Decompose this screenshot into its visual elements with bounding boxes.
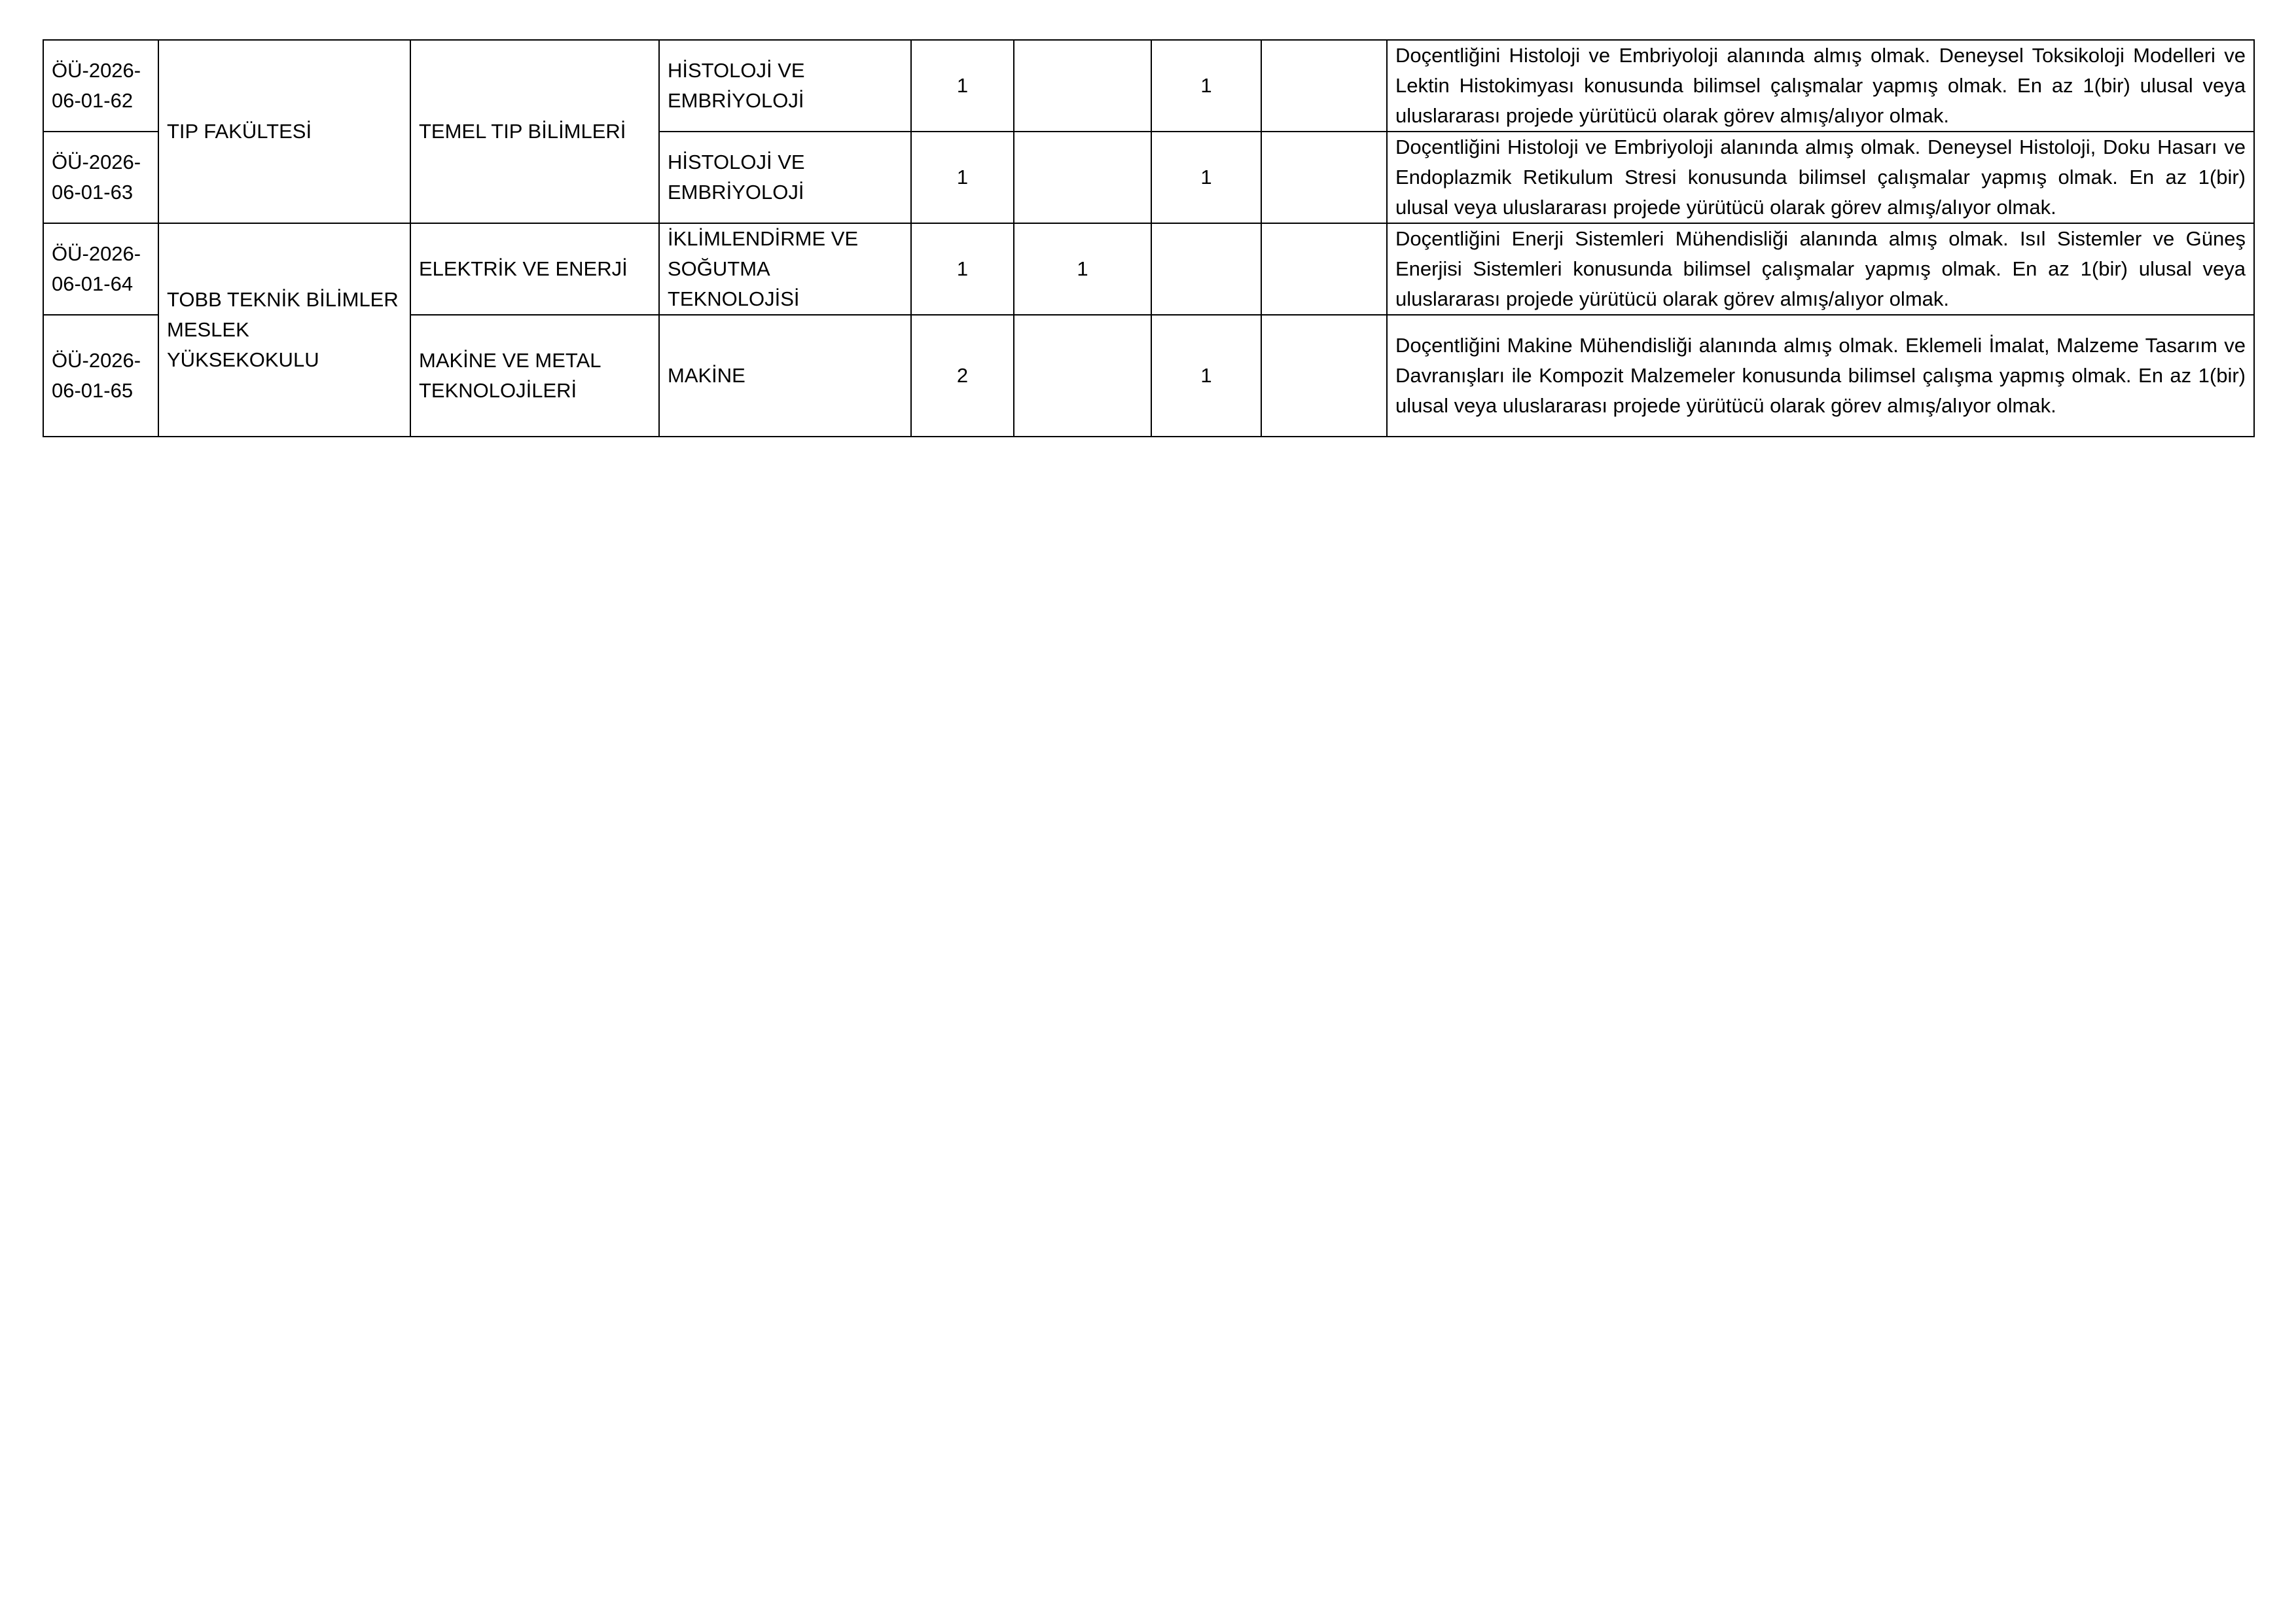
program-cell: MAKİNE (659, 315, 911, 437)
count-cell-1: 1 (911, 132, 1014, 223)
count-cell-3 (1151, 223, 1261, 315)
position-table (43, 39, 2255, 437)
count-cell-4 (1261, 40, 1387, 132)
department-cell: ELEKTRİK VE ENERJİ (410, 223, 659, 315)
program-cell: HİSTOLOJİ VE EMBRİYOLOJİ (659, 40, 911, 132)
count-cell-3: 1 (1151, 315, 1261, 437)
position-code: ÖÜ-2026-06-01-65 (43, 315, 158, 437)
requirement-cell: Doçentliğini Enerji Sistemleri Mühendisliği alanında almış olmak. Isıl Sistemler ve Güneş Enerjisi Sistemleri konusunda bilimsel çalışmalar yapmış olmak. En az 1(bir) ulusal veya uluslararası projede yürütücü olarak görev almış/alıyor olmak. (1387, 223, 2254, 315)
position-table-wrapper (43, 39, 2255, 437)
position-code: ÖÜ-2026-06-01-62 (43, 40, 158, 132)
count-cell-2: 1 (1014, 223, 1151, 315)
count-cell-4 (1261, 132, 1387, 223)
table-row (43, 223, 2254, 315)
position-code: ÖÜ-2026-06-01-63 (43, 132, 158, 223)
count-cell-4 (1261, 315, 1387, 437)
count-cell-2 (1014, 40, 1151, 132)
requirement-cell: Doçentliğini Histoloji ve Embriyoloji alanında almış olmak. Deneysel Toksikoloji Modelleri ve Lektin Histokimyası konusunda bilimsel çalışmalar yapmış olmak. En az 1(bir) ulusal veya uluslararası projede yürütücü olarak görev almış/alıyor olmak. (1387, 40, 2254, 132)
requirement-cell: Doçentliğini Histoloji ve Embriyoloji alanında almış olmak. Deneysel Histoloji, Doku Hasarı ve Endoplazmik Retikulum Stresi konusunda bilimsel çalışmalar yapmış olmak. En az 1(bir) ulusal veya uluslararası projede yürütücü olarak görev almış/alıyor olmak. (1387, 132, 2254, 223)
count-cell-2 (1014, 315, 1151, 437)
count-cell-4 (1261, 223, 1387, 315)
count-cell-2 (1014, 132, 1151, 223)
count-cell-1: 1 (911, 223, 1014, 315)
count-cell-1: 1 (911, 40, 1014, 132)
faculty-cell: TOBB TEKNİK BİLİMLER MESLEK YÜKSEKOKULU (158, 223, 410, 437)
program-cell: İKLİMLENDİRME VE SOĞUTMA TEKNOLOJİSİ (659, 223, 911, 315)
position-code: ÖÜ-2026-06-01-64 (43, 223, 158, 315)
count-cell-1: 2 (911, 315, 1014, 437)
department-cell: MAKİNE VE METAL TEKNOLOJİLERİ (410, 315, 659, 437)
requirement-cell: Doçentliğini Makine Mühendisliği alanında almış olmak. Eklemeli İmalat, Malzeme Tasarım ve Davranışları ile Kompozit Malzemeler konusunda bilimsel çalışma yapmış olmak. En az 1(bir) ulusal veya uluslararası projede yürütücü olarak görev almış/alıyor olmak. (1387, 315, 2254, 437)
faculty-cell: TIP FAKÜLTESİ (158, 40, 410, 223)
table-row (43, 40, 2254, 132)
count-cell-3: 1 (1151, 132, 1261, 223)
program-cell: HİSTOLOJİ VE EMBRİYOLOJİ (659, 132, 911, 223)
count-cell-3: 1 (1151, 40, 1261, 132)
department-cell: TEMEL TIP BİLİMLERİ (410, 40, 659, 223)
